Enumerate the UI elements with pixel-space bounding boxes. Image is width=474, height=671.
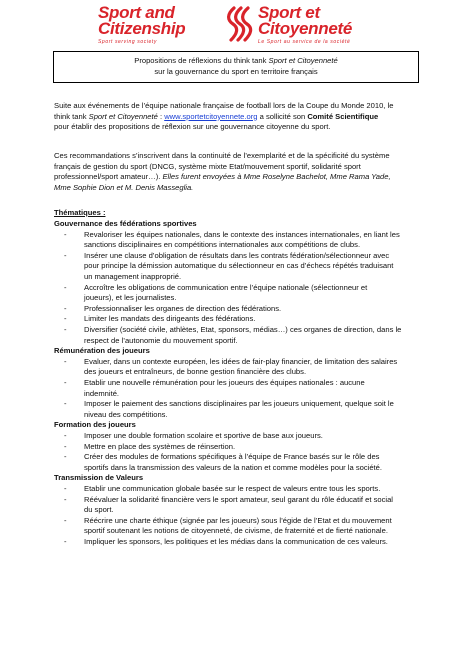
logo: [98, 4, 380, 50]
intro-p2-line4: Mme Sophie Dion et M. Denis Masseglia.: [54, 182, 194, 192]
bullet-dash: -: [64, 229, 67, 239]
list-item-line: sanctions disciplinaires en compétitions internationales aux compétitions de clubs.: [84, 240, 361, 250]
logo-english: [98, 5, 222, 46]
list-item: [54, 484, 426, 495]
list-item: [54, 516, 426, 537]
list-item: [54, 357, 426, 378]
intro-p1-line3: pour établir des propositions de réflexion sur une gouvernance citoyenne du sport.: [54, 122, 331, 132]
list-item-text: [84, 304, 422, 315]
list-item-line: sportif soutenant les notions de citoyenneté, de civisme, de fraternité et de fierté nationale.: [84, 526, 388, 536]
list-item: [54, 251, 426, 283]
list-item-line: Revaloriser les équipes nationales, dans le contexte des instances internationales, en liant les: [84, 229, 400, 239]
list-item-text: [84, 314, 422, 325]
list-item-text: [84, 325, 422, 346]
list-item-line: Etablir une nouvelle rémunération pour les joueurs des équipes nationales : aucune: [84, 378, 365, 387]
list-item: [54, 230, 426, 251]
list-item-text: [84, 399, 422, 420]
section-heading-gouvernance-des-federations-sportives: Gouvernance des fédérations sportives: [54, 219, 197, 228]
list-item-line: Imposer le paiement des sanctions disciplinaires par les joueurs uniquement, quelque soit le: [84, 399, 394, 409]
list-item-line: sportifs dans la transmission des valeurs de la nation et comme modèles pour la société.: [84, 462, 382, 472]
intro-p1-line1: Suite aux événements de l’équipe nationale française de football lors de la Coupe du Monde 2010, le: [54, 101, 394, 110]
list-item: [54, 495, 426, 516]
intro-p2-italic: Elles furent envoyées à Mme Roselyne Bachelot, Mme Rama Yade,: [162, 172, 391, 182]
list-item-line: Limiter les mandats des dirigeants des fédérations.: [84, 314, 256, 324]
list-item: [54, 314, 426, 325]
list-item: [54, 537, 426, 548]
bullet-dash: -: [64, 356, 67, 366]
list-item: [54, 304, 426, 315]
document-title-box: [53, 51, 419, 83]
list-item: [54, 452, 426, 473]
list-item-text: [84, 537, 422, 548]
list-item-line: Imposer une double formation scolaire et sportive de base aux joueurs.: [84, 431, 323, 440]
bullet-dash: -: [64, 537, 67, 546]
intro-p1-text: think tank: [54, 111, 89, 121]
list-item-text: [84, 452, 422, 473]
bullet-dash: -: [64, 484, 67, 493]
list-item-line: indemnité.: [84, 388, 120, 398]
bullet-dash: -: [64, 399, 67, 409]
bullet-dash: -: [64, 452, 67, 462]
list-item-line: Professionnaliser les organes de direction des fédérations.: [84, 303, 282, 313]
section-heading-formation-des-joueurs: Formation des joueurs: [54, 420, 136, 430]
logo-flame-mark-icon: [225, 6, 255, 42]
list-item-line: du sport.: [84, 505, 114, 515]
intro-p1-bold: Comité Scientifique: [307, 111, 379, 121]
bullet-dash: -: [64, 494, 67, 504]
list-item-line: Réécrire une charte éthique (signée par les joueurs) sous l’égide de l’Etat et du mouvement: [84, 515, 392, 525]
list-item: [54, 283, 426, 304]
bullet-dash: -: [64, 325, 67, 334]
bullet-dash: -: [64, 282, 67, 292]
list-item-line: Insérer une clause d’obligation de résultats dans les contrats fédération/sélectionneur avec: [84, 250, 390, 260]
intro-p1-line2: [54, 112, 426, 123]
list-item-line: pour principe la démission automatique du sélectionneur en cas d’échecs répétés traduisant: [84, 261, 394, 271]
bullet-dash: -: [64, 431, 67, 440]
logo-fr-line2: Citoyenneté: [258, 19, 352, 38]
list-item-text: [84, 378, 422, 399]
bullet-dash: -: [64, 378, 67, 387]
intro-p1-italic: Sport et Citoyenneté: [88, 111, 158, 121]
logo-en-line1: Sport and: [98, 3, 175, 22]
title-think-tank-name: Sport et Citoyenneté: [268, 56, 338, 65]
logo-en-tagline: Sport serving society: [98, 39, 158, 45]
list-item: [54, 378, 426, 399]
intro-p2-line2: français de gestion du sport (DNCG, système mixte Etat/mouvement sportif, solidarité sport: [54, 161, 361, 171]
bullet-dash: -: [64, 250, 67, 260]
list-item-text: [84, 357, 422, 378]
bullet-dash: -: [64, 303, 67, 313]
title-line1-text: Propositions de réflexions du think tank: [134, 56, 269, 65]
logo-french: [258, 5, 382, 46]
list-item: [54, 431, 426, 442]
list-item-line: Accroître les obligations de communication entre l’équipe nationale (sélectionneur et: [84, 282, 368, 292]
list-item-line: niveau des compétitions.: [84, 409, 168, 419]
list-item-text: [84, 283, 422, 304]
list-item-line: Impliquer les sponsors, les politiques et les médias dans la communication de ces valeurs.: [84, 537, 388, 546]
section-heading-remuneration-des-joueurs: Rémunération des joueurs: [54, 346, 150, 356]
themes-heading: Thématiques :: [54, 208, 106, 217]
list-item-text: [84, 495, 422, 516]
list-item-line: des joueurs et entraîneurs, de bonne gestion financière des clubs.: [84, 367, 307, 377]
intro-p2-line1: Ces recommandations s’inscrivent dans la continuité de l’exemplarité et de la spécificité du système: [54, 151, 390, 160]
list-item-line: Mettre en place des systèmes de réinsertion.: [84, 441, 236, 451]
intro-p1-sep: :: [157, 111, 165, 121]
title-line2: sur la gouvernance du sport en territoire français: [154, 66, 318, 76]
bullet-dash: -: [64, 314, 67, 324]
list-item-line: un management inapproprié.: [84, 271, 182, 281]
logo-en-line2: Citizenship: [98, 19, 186, 38]
list-item-line: Etablir une communication globale basée sur le respect de valeurs entre tous les sports.: [84, 484, 381, 493]
list-item-line: Réévaluer la solidarité financière vers le sport amateur, seul garant du rôle éducatif et social: [84, 494, 393, 504]
list-item-text: [84, 251, 422, 283]
intro-paragraph-1: [54, 101, 426, 133]
list-item-line: Créer des modules de formations spécifiques à l’équipe de France basés sur le rôle des: [84, 452, 380, 462]
list-item-text: [84, 230, 422, 251]
list-item-line: Evaluer, dans un contexte européen, les idées de fair-play financier, de limitation des salaires: [84, 356, 398, 366]
logo-fr-tagline: Le Sport au service de la société: [258, 39, 351, 45]
list-item-line: joueurs), et les journalistes.: [84, 293, 177, 303]
logo-fr-line1: Sport et: [258, 3, 320, 22]
list-item: [54, 325, 426, 346]
website-link[interactable]: www.sportetcitoyennete.org: [164, 111, 258, 121]
bullet-dash: -: [64, 441, 67, 451]
list-item: [54, 442, 426, 453]
list-item-text: [84, 516, 422, 537]
list-item-text: [84, 442, 422, 453]
list-item-line: Diversifier (société civile, athlètes, Etat, sponsors, médias…) ces organes de direction, dans le: [84, 325, 402, 334]
list-item-text: [84, 431, 422, 442]
intro-p2-text: professionnel/sport amateur…).: [54, 172, 163, 182]
title-line1: [54, 56, 418, 67]
list-item-line: respect de l’autonomie du mouvement sportif.: [84, 335, 238, 345]
intro-p1-text-2: a sollicité son: [257, 111, 308, 121]
bullet-dash: -: [64, 515, 67, 525]
intro-p2-line3: [54, 172, 426, 183]
intro-paragraph-2: [54, 151, 426, 193]
list-item-text: [84, 484, 422, 495]
section-heading-transmission-de-valeurs: Transmission de Valeurs: [54, 473, 144, 483]
list-item: [54, 399, 426, 420]
